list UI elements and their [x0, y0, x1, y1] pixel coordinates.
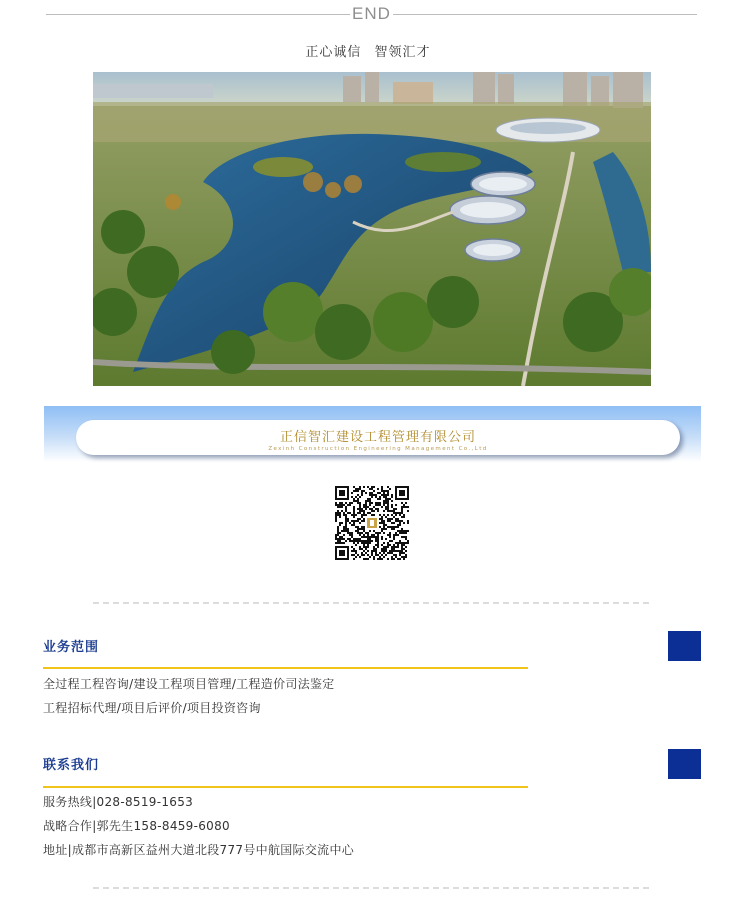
section-title-contact: 联系我们 [43, 758, 100, 773]
company-banner [44, 406, 701, 462]
contact-hotline: 服务热线|028-8519-1653 [43, 795, 194, 809]
aerial-park-photo [93, 72, 651, 386]
contact-cooperation: 战略合作|郭先生158-8459-6080 [43, 819, 230, 833]
company-name-pill [76, 420, 680, 455]
section-rule [43, 786, 528, 788]
section-title-business-scope: 业务范围 [43, 640, 100, 655]
business-line-2: 工程招标代理/项目后评价/项目投资咨询 [43, 701, 261, 715]
dashed-divider [93, 602, 649, 604]
section-rule [43, 667, 528, 669]
contact-address: 地址|成都市高新区益州大道北段777号中航国际交流中心 [43, 843, 355, 857]
company-name-en: Zexinh Construction Engineering Management Co.,Ltd [268, 446, 488, 452]
business-line-1: 全过程工程咨询/建设工程项目管理/工程造价司法鉴定 [43, 677, 335, 691]
dashed-divider [93, 887, 649, 889]
square-marker-icon [668, 749, 701, 779]
company-name-cn: 正信智汇建设工程管理有限公司 [279, 430, 476, 445]
slogan: 正心诚信 智领汇才 [305, 45, 431, 60]
end-divider [46, 4, 697, 26]
end-divider-line-right [393, 14, 697, 15]
square-marker-icon [668, 631, 701, 661]
end-label: END [352, 4, 391, 23]
qr-code-icon [335, 486, 409, 560]
